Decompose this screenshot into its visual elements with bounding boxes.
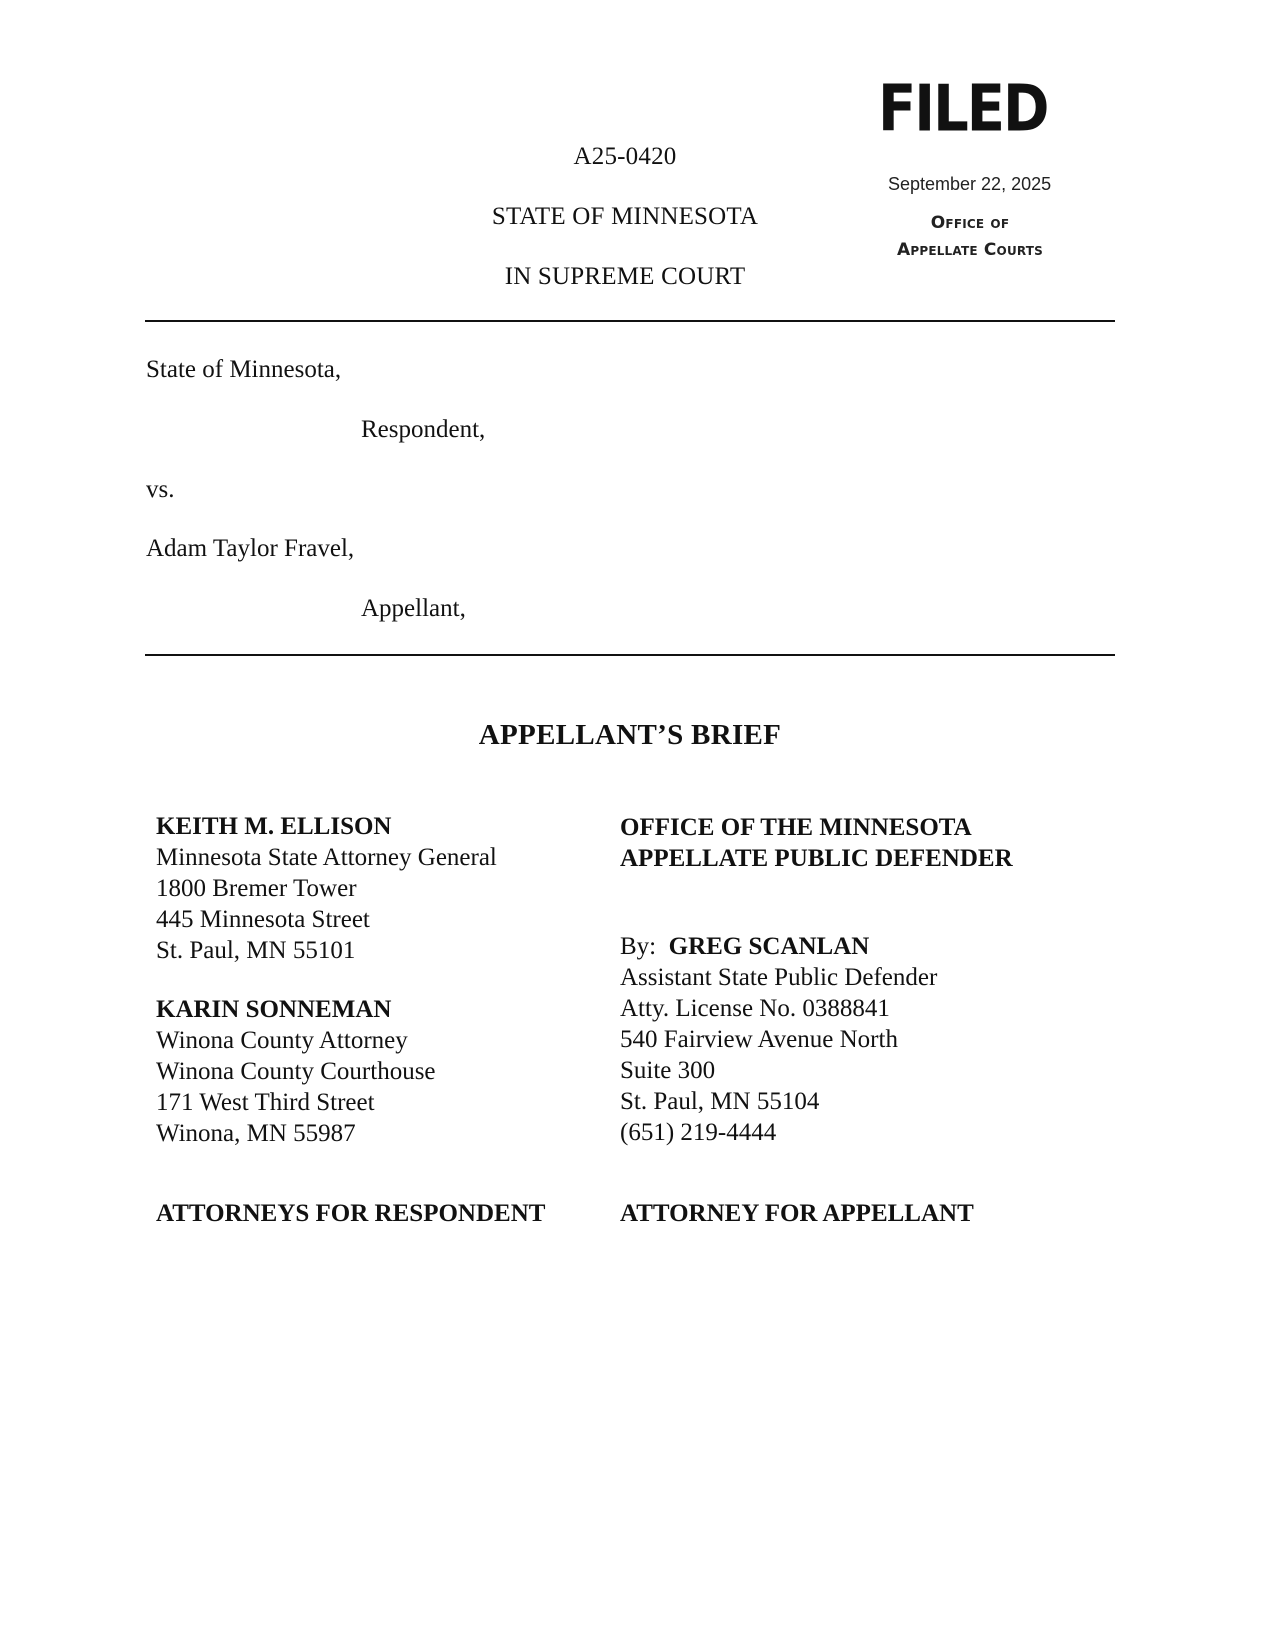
appellant-attorney-address-line1: 540 Fairview Avenue North bbox=[620, 1026, 898, 1053]
county-attorney-address-line2: 171 West Third Street bbox=[156, 1089, 375, 1116]
filed-stamp bbox=[870, 72, 1090, 272]
county-attorney-address-line3: Winona, MN 55987 bbox=[156, 1120, 356, 1147]
public-defender-office-line2: APPELLATE PUBLIC DEFENDER bbox=[620, 845, 1013, 872]
versus-label: vs. bbox=[146, 476, 175, 503]
case-number: A25-0420 bbox=[573, 143, 677, 170]
attorney-general-name: KEITH M. ELLISON bbox=[156, 813, 392, 840]
respondent-name: State of Minnesota, bbox=[146, 356, 342, 383]
brief-title: APPELLANT’S BRIEF bbox=[478, 719, 782, 751]
court-state: STATE OF MINNESOTA bbox=[491, 203, 759, 230]
attorney-general-address-line2: 445 Minnesota Street bbox=[156, 906, 370, 933]
appellant-attorney-address-line2: Suite 300 bbox=[620, 1057, 716, 1084]
respondent-counsel bbox=[156, 811, 586, 1149]
filed-stamp-office-line2: Appellate Courts bbox=[896, 240, 1044, 260]
appellant-attorney-license: Atty. License No. 0388841 bbox=[620, 995, 890, 1022]
public-defender-office-line1: OFFICE OF THE MINNESOTA bbox=[620, 814, 972, 841]
by-label: By: bbox=[620, 933, 657, 960]
attorney-general-address-line3: St. Paul, MN 55101 bbox=[156, 937, 356, 964]
filed-stamp-date: September 22, 2025 bbox=[888, 174, 1052, 194]
filed-stamp-office-line1: Office of bbox=[930, 213, 1010, 233]
appellant-attorney-title: Assistant State Public Defender bbox=[620, 964, 938, 991]
appellant-name: Adam Taylor Fravel, bbox=[146, 535, 355, 562]
county-attorney-name: KARIN SONNEMAN bbox=[156, 996, 392, 1023]
appellant-attorney-block bbox=[620, 931, 1080, 1148]
appellant-attorney-name: GREG SCANLAN bbox=[668, 933, 870, 960]
appellant-attorney-address-line3: St. Paul, MN 55104 bbox=[620, 1088, 820, 1115]
attorney-general-title: Minnesota State Attorney General bbox=[156, 844, 497, 871]
county-attorney-title: Winona County Attorney bbox=[156, 1027, 408, 1054]
appellant-counsel-footer: ATTORNEY FOR APPELLANT bbox=[620, 1200, 974, 1227]
attorney-general-address-line1: 1800 Bremer Tower bbox=[156, 875, 357, 902]
respondent-counsel-footer: ATTORNEYS FOR RESPONDENT bbox=[156, 1200, 546, 1227]
appellant-attorney-phone: (651) 219-4444 bbox=[620, 1119, 777, 1146]
appellant-attorney-byline bbox=[620, 931, 1080, 962]
caption-bottom-rule bbox=[145, 654, 1115, 656]
filed-stamp-office bbox=[870, 210, 1070, 264]
appellant-role: Appellant, bbox=[361, 595, 466, 622]
filed-stamp-heading: FILED bbox=[878, 72, 1048, 147]
caption-top-rule bbox=[145, 320, 1115, 322]
court-name: IN SUPREME COURT bbox=[504, 263, 746, 290]
county-attorney-address-line1: Winona County Courthouse bbox=[156, 1058, 436, 1085]
appellant-counsel bbox=[620, 812, 1080, 874]
respondent-role: Respondent, bbox=[361, 416, 486, 443]
